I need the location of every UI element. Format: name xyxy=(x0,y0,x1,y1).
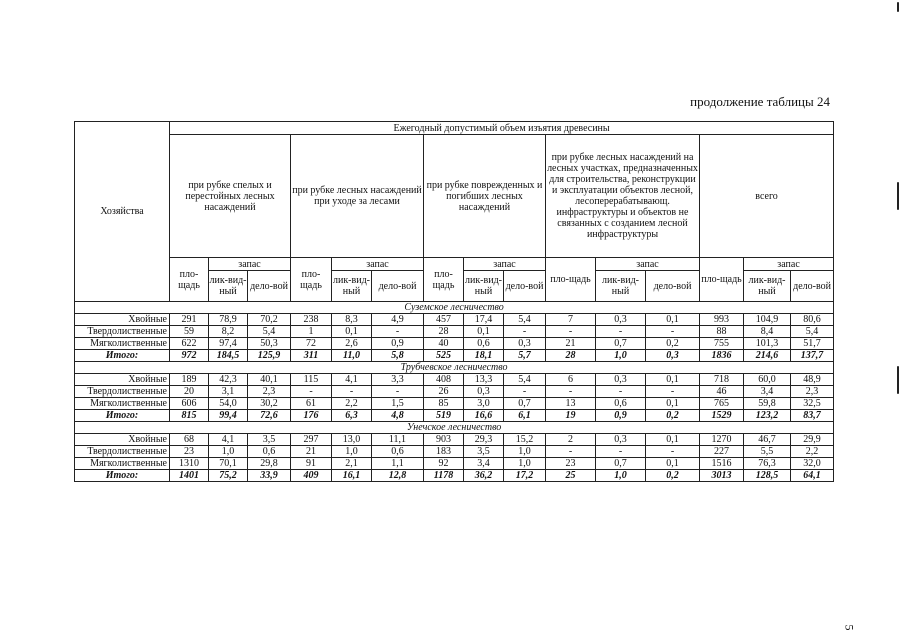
table-cell: 1,0 xyxy=(504,458,546,470)
table-cell: - xyxy=(596,326,646,338)
table-cell: 88 xyxy=(700,326,744,338)
total-cell: 16,6 xyxy=(464,410,504,422)
table-cell: 2,3 xyxy=(791,386,834,398)
table-cell: 3,1 xyxy=(209,386,248,398)
table-cell: 11,1 xyxy=(372,434,424,446)
table-cell: 0,1 xyxy=(332,326,372,338)
table-cell: 5,4 xyxy=(504,314,546,326)
table-cell: 0,7 xyxy=(504,398,546,410)
table-cell: 42,3 xyxy=(209,374,248,386)
total-cell: 1529 xyxy=(700,410,744,422)
table-cell: - xyxy=(646,386,700,398)
total-cell: 16,1 xyxy=(332,470,372,482)
table-cell: 50,3 xyxy=(248,338,291,350)
table-cell: - xyxy=(372,386,424,398)
section-title: Суземское лесничество xyxy=(75,302,834,314)
table-cell: 13 xyxy=(546,398,596,410)
row-label: Мягколиственные xyxy=(75,458,170,470)
header-business: дело-вой xyxy=(646,271,700,302)
table-cell: 0,9 xyxy=(372,338,424,350)
header-business: дело-вой xyxy=(504,271,546,302)
table-cell: 5,4 xyxy=(504,374,546,386)
row-label: Мягколиственные xyxy=(75,338,170,350)
total-cell: 1178 xyxy=(424,470,464,482)
table-cell: 0,3 xyxy=(596,434,646,446)
table-cell: 48,9 xyxy=(791,374,834,386)
header-area: пло-щадь xyxy=(424,258,464,302)
table-cell: 1,0 xyxy=(209,446,248,458)
table-cell: 51,7 xyxy=(791,338,834,350)
table-cell: 59,8 xyxy=(744,398,791,410)
table-cell: - xyxy=(646,446,700,458)
scan-edge-mark xyxy=(897,182,899,210)
table-cell: - xyxy=(372,326,424,338)
table-cell: 32,5 xyxy=(791,398,834,410)
header-liquid: лик-вид-ный xyxy=(464,271,504,302)
total-cell: 1,0 xyxy=(596,470,646,482)
table-cell: 104,9 xyxy=(744,314,791,326)
total-cell: 184,5 xyxy=(209,350,248,362)
header-stock: запас xyxy=(744,258,834,271)
total-cell: 1836 xyxy=(700,350,744,362)
total-cell: 6,3 xyxy=(332,410,372,422)
table-cell: - xyxy=(596,446,646,458)
table-cell: 70,1 xyxy=(209,458,248,470)
table-cell: 0,7 xyxy=(596,458,646,470)
table-cell: 76,3 xyxy=(744,458,791,470)
table-cell: 0,6 xyxy=(596,398,646,410)
table-cell: 8,2 xyxy=(209,326,248,338)
table-cell: 718 xyxy=(700,374,744,386)
table-cell: 61 xyxy=(291,398,332,410)
header-stock: запас xyxy=(596,258,700,271)
table-cell: 5,5 xyxy=(744,446,791,458)
table-cell: 17,4 xyxy=(464,314,504,326)
header-liquid: лик-вид-ный xyxy=(596,271,646,302)
header-liquid: лик-вид-ный xyxy=(744,271,791,302)
table-cell: 5,4 xyxy=(248,326,291,338)
table-cell: - xyxy=(646,326,700,338)
table-cell: 30,2 xyxy=(248,398,291,410)
header-stock: запас xyxy=(332,258,424,271)
total-cell: 19 xyxy=(546,410,596,422)
table-row xyxy=(75,446,834,458)
table-cell: 0,1 xyxy=(464,326,504,338)
table-cell: 4,9 xyxy=(372,314,424,326)
table-row xyxy=(75,458,834,470)
table-cell: 92 xyxy=(424,458,464,470)
table-cell: 21 xyxy=(546,338,596,350)
table-cell: 3,0 xyxy=(464,398,504,410)
table-cell: 13,0 xyxy=(332,434,372,446)
table-cell: 29,3 xyxy=(464,434,504,446)
total-cell: 525 xyxy=(424,350,464,362)
total-cell: 0,3 xyxy=(646,350,700,362)
table-cell: 0,1 xyxy=(646,434,700,446)
header-farms: Хозяйства xyxy=(75,122,170,302)
table-cell: 3,4 xyxy=(744,386,791,398)
table-cell: 101,3 xyxy=(744,338,791,350)
table-cell: 227 xyxy=(700,446,744,458)
table-cell: 1270 xyxy=(700,434,744,446)
header-group-total: всего xyxy=(700,135,834,258)
table-cell: 0,2 xyxy=(646,338,700,350)
row-label: Хвойные xyxy=(75,374,170,386)
total-cell: 176 xyxy=(291,410,332,422)
table-cell: 97,4 xyxy=(209,338,248,350)
table-cell: 0,6 xyxy=(248,446,291,458)
table-cell: 0,3 xyxy=(596,374,646,386)
table-cell: 115 xyxy=(291,374,332,386)
table-row xyxy=(75,326,834,338)
total-cell: 311 xyxy=(291,350,332,362)
total-cell: 17,2 xyxy=(504,470,546,482)
table-cell: 7 xyxy=(546,314,596,326)
total-cell: 5,8 xyxy=(372,350,424,362)
row-label: Хвойные xyxy=(75,314,170,326)
table-cell: 23 xyxy=(170,446,209,458)
total-cell: 137,7 xyxy=(791,350,834,362)
table-row xyxy=(75,386,834,398)
total-cell: 214,6 xyxy=(744,350,791,362)
header-area: пло-щадь xyxy=(291,258,332,302)
table-cell: 903 xyxy=(424,434,464,446)
total-cell: 64,1 xyxy=(791,470,834,482)
header-liquid: лик-вид-ный xyxy=(209,271,248,302)
total-cell: 3013 xyxy=(700,470,744,482)
table-cell: 2,2 xyxy=(332,398,372,410)
total-cell: 75,2 xyxy=(209,470,248,482)
table-cell: 1516 xyxy=(700,458,744,470)
table-cell: 28 xyxy=(424,326,464,338)
table-cell: 765 xyxy=(700,398,744,410)
total-cell: 519 xyxy=(424,410,464,422)
table-cell: 13,3 xyxy=(464,374,504,386)
table-cell: 0,1 xyxy=(646,314,700,326)
table-cell: 60,0 xyxy=(744,374,791,386)
table-cell: 297 xyxy=(291,434,332,446)
table-cell: 993 xyxy=(700,314,744,326)
total-row xyxy=(75,350,834,362)
header-area: пло-щадь xyxy=(546,258,596,302)
table-cell: 2,2 xyxy=(791,446,834,458)
table-cell: 1 xyxy=(291,326,332,338)
table-cell: 40,1 xyxy=(248,374,291,386)
total-label: Итого: xyxy=(75,410,170,422)
table-cell: 4,1 xyxy=(209,434,248,446)
table-row xyxy=(75,434,834,446)
timber-volume-table xyxy=(74,121,834,482)
table-cell: 4,1 xyxy=(332,374,372,386)
table-cell: 0,3 xyxy=(596,314,646,326)
table-cell: - xyxy=(546,326,596,338)
total-row xyxy=(75,470,834,482)
total-cell: 125,9 xyxy=(248,350,291,362)
header-group-construction: при рубке лесных насаждений на лесных участках, предназначенных для строительства, реконструкции и эксплуатации объектов лесной, лесоперерабатывающ. инфраструктуры и объектов не связанных с созданием лесной инфраструктуры xyxy=(546,135,700,258)
total-cell: 18,1 xyxy=(464,350,504,362)
header-group-mature: при рубке спелых и перестойных лесных насаждений xyxy=(170,135,291,258)
total-cell: 1401 xyxy=(170,470,209,482)
row-label: Твердолиственные xyxy=(75,446,170,458)
total-cell: 5,7 xyxy=(504,350,546,362)
table-cell: 40 xyxy=(424,338,464,350)
table-cell: - xyxy=(546,386,596,398)
total-row xyxy=(75,410,834,422)
table-cell: 54,0 xyxy=(209,398,248,410)
table-cell: 1,1 xyxy=(372,458,424,470)
total-cell: 33,9 xyxy=(248,470,291,482)
page-number: 5 xyxy=(842,624,857,631)
table-cell: 0,3 xyxy=(464,386,504,398)
table-cell: 46 xyxy=(700,386,744,398)
table-cell: 457 xyxy=(424,314,464,326)
table-cell: 3,4 xyxy=(464,458,504,470)
table-cell: 2 xyxy=(546,434,596,446)
table-cell: 1,0 xyxy=(332,446,372,458)
total-cell: 409 xyxy=(291,470,332,482)
table-cell: 29,8 xyxy=(248,458,291,470)
table-row xyxy=(75,374,834,386)
total-cell: 12,8 xyxy=(372,470,424,482)
table-cell: 68 xyxy=(170,434,209,446)
table-cell: 72 xyxy=(291,338,332,350)
table-cell: 1,5 xyxy=(372,398,424,410)
table-cell: 2,1 xyxy=(332,458,372,470)
table-cell: - xyxy=(291,386,332,398)
table-cell: 183 xyxy=(424,446,464,458)
header-stock: запас xyxy=(464,258,546,271)
row-label: Мягколиственные xyxy=(75,398,170,410)
table-cell: 0,7 xyxy=(596,338,646,350)
header-business: дело-вой xyxy=(372,271,424,302)
header-business: дело-вой xyxy=(248,271,291,302)
table-cell: 5,4 xyxy=(791,326,834,338)
total-label: Итого: xyxy=(75,470,170,482)
table-cell: - xyxy=(504,326,546,338)
table-cell: 755 xyxy=(700,338,744,350)
total-cell: 6,1 xyxy=(504,410,546,422)
table-cell: 91 xyxy=(291,458,332,470)
total-cell: 11,0 xyxy=(332,350,372,362)
table-cell: 29,9 xyxy=(791,434,834,446)
header-liquid: лик-вид-ный xyxy=(332,271,372,302)
header-business: дело-вой xyxy=(791,271,834,302)
total-cell: 0,9 xyxy=(596,410,646,422)
table-cell: 0,6 xyxy=(372,446,424,458)
table-cell: - xyxy=(332,386,372,398)
header-area: пло-щадь xyxy=(170,258,209,302)
table-cell: 622 xyxy=(170,338,209,350)
total-label: Итого: xyxy=(75,350,170,362)
table-cell: 606 xyxy=(170,398,209,410)
total-cell: 25 xyxy=(546,470,596,482)
table-cell: 26 xyxy=(424,386,464,398)
total-cell: 1,0 xyxy=(596,350,646,362)
table-cell: 3,5 xyxy=(248,434,291,446)
continuation-title: продолжение таблицы 24 xyxy=(690,94,830,109)
table-cell: 15,2 xyxy=(504,434,546,446)
total-cell: 0,2 xyxy=(646,470,700,482)
table-row xyxy=(75,314,834,326)
section-title: Унечское лесничество xyxy=(75,422,834,434)
header-group-thinning: при рубке лесных насаждений при уходе за лесами xyxy=(291,135,424,258)
table-cell: 2,3 xyxy=(248,386,291,398)
table-cell: 1,0 xyxy=(504,446,546,458)
table-cell: 59 xyxy=(170,326,209,338)
header-stock: запас xyxy=(209,258,291,271)
table-cell: 23 xyxy=(546,458,596,470)
table-cell: 189 xyxy=(170,374,209,386)
table-cell: 20 xyxy=(170,386,209,398)
total-cell: 72,6 xyxy=(248,410,291,422)
total-cell: 972 xyxy=(170,350,209,362)
table-cell: - xyxy=(546,446,596,458)
table-cell: 1310 xyxy=(170,458,209,470)
table-cell: 2,6 xyxy=(332,338,372,350)
table-cell: 3,5 xyxy=(464,446,504,458)
header-area: пло-щадь xyxy=(700,258,744,302)
table-cell: 8,3 xyxy=(332,314,372,326)
total-cell: 99,4 xyxy=(209,410,248,422)
table-cell: 70,2 xyxy=(248,314,291,326)
row-label: Твердолиственные xyxy=(75,326,170,338)
table-cell: 6 xyxy=(546,374,596,386)
table-cell: 32,0 xyxy=(791,458,834,470)
row-label: Твердолиственные xyxy=(75,386,170,398)
table-cell: - xyxy=(596,386,646,398)
table-cell: - xyxy=(504,386,546,398)
table-cell: 85 xyxy=(424,398,464,410)
table-cell: 0,3 xyxy=(504,338,546,350)
table-cell: 78,9 xyxy=(209,314,248,326)
total-cell: 128,5 xyxy=(744,470,791,482)
table-cell: 8,4 xyxy=(744,326,791,338)
table-cell: 0,1 xyxy=(646,458,700,470)
table-cell: 291 xyxy=(170,314,209,326)
header-group-damaged: при рубке поврежденных и погибших лесных насаждений xyxy=(424,135,546,258)
table-cell: 46,7 xyxy=(744,434,791,446)
total-cell: 83,7 xyxy=(791,410,834,422)
total-cell: 123,2 xyxy=(744,410,791,422)
total-cell: 4,8 xyxy=(372,410,424,422)
scan-edge-mark xyxy=(897,366,899,394)
total-cell: 28 xyxy=(546,350,596,362)
table-cell: 80,6 xyxy=(791,314,834,326)
table-cell: 3,3 xyxy=(372,374,424,386)
header-annual-volume: Ежегодный допустимый объем изъятия древесины xyxy=(170,122,834,135)
total-cell: 0,2 xyxy=(646,410,700,422)
total-cell: 815 xyxy=(170,410,209,422)
total-cell: 36,2 xyxy=(464,470,504,482)
table-cell: 0,6 xyxy=(464,338,504,350)
table-cell: 0,1 xyxy=(646,374,700,386)
table-row xyxy=(75,338,834,350)
section-title: Трубчевское лесничество xyxy=(75,362,834,374)
table-row xyxy=(75,398,834,410)
table-cell: 238 xyxy=(291,314,332,326)
table-cell: 408 xyxy=(424,374,464,386)
scan-edge-mark xyxy=(897,2,899,12)
table-cell: 21 xyxy=(291,446,332,458)
table-cell: 0,1 xyxy=(646,398,700,410)
row-label: Хвойные xyxy=(75,434,170,446)
